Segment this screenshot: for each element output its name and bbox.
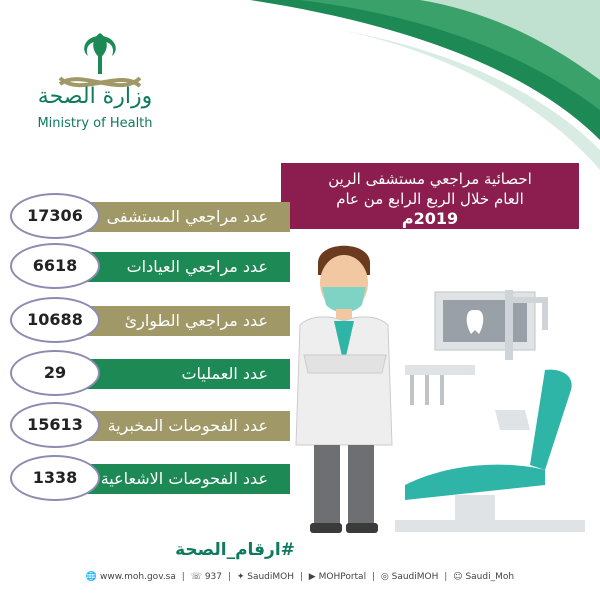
- title-line-2: العام خلال الربع الرابع من عام: [336, 190, 524, 208]
- youtube-icon: ▶: [308, 572, 316, 582]
- stat-label: عدد العمليات: [60, 359, 290, 389]
- stat-value: 6618: [10, 243, 100, 289]
- stat-row: [10, 402, 280, 452]
- website-link[interactable]: www.moh.gov.sa: [100, 572, 176, 582]
- divider: |: [371, 572, 375, 582]
- title-banner: [281, 163, 579, 229]
- divider: |: [181, 572, 185, 582]
- stat-row: [10, 243, 280, 293]
- phone-icon: ☏: [190, 572, 202, 582]
- dental-chair-illustration: [395, 290, 585, 535]
- doctor-illustration: [290, 235, 400, 535]
- stat-row: [10, 297, 280, 347]
- stat-label: عدد مراجعي الطوارئ: [60, 306, 290, 336]
- globe-icon: 🌐: [85, 572, 98, 582]
- stat-label: عدد مراجعي العيادات: [60, 252, 290, 282]
- title-year: 2019م: [401, 209, 459, 228]
- divider: |: [299, 572, 303, 582]
- stat-value: 10688: [10, 297, 100, 343]
- twitter-icon: ✦: [236, 572, 245, 582]
- stat-row: [10, 350, 280, 400]
- divider: |: [444, 572, 448, 582]
- stat-value: 15613: [10, 402, 100, 448]
- youtube-handle[interactable]: MOHPortal: [318, 572, 367, 582]
- stat-row: [10, 455, 280, 505]
- stat-value: 17306: [10, 193, 100, 239]
- phone-number[interactable]: 937: [204, 572, 223, 582]
- title-line-1: احصائية مراجعي مستشفى الرين: [328, 170, 532, 188]
- stat-row: [10, 193, 280, 243]
- instagram-handle[interactable]: SaudiMOH: [391, 572, 439, 582]
- divider: |: [227, 572, 231, 582]
- stat-label: عدد الفحوصات المخبرية: [60, 411, 290, 441]
- stat-label: عدد الفحوصات الاشعاعية: [60, 464, 290, 494]
- logo-arabic-text: وزارة الصحة: [37, 84, 153, 109]
- snapchat-handle[interactable]: Saudi_Moh: [465, 572, 515, 582]
- logo-english-text: Ministry of Health: [37, 116, 153, 131]
- footer-social-bar: [60, 572, 540, 582]
- stat-label: عدد مراجعي المستشفى: [60, 202, 290, 232]
- snapchat-icon: ☺: [453, 572, 463, 582]
- stat-value: 1338: [10, 455, 100, 501]
- instagram-icon: ◎: [380, 572, 389, 582]
- hashtag: #ارقام_الصحة: [175, 540, 295, 560]
- stat-value: 29: [10, 350, 100, 396]
- twitter-handle[interactable]: SaudiMOH: [247, 572, 294, 582]
